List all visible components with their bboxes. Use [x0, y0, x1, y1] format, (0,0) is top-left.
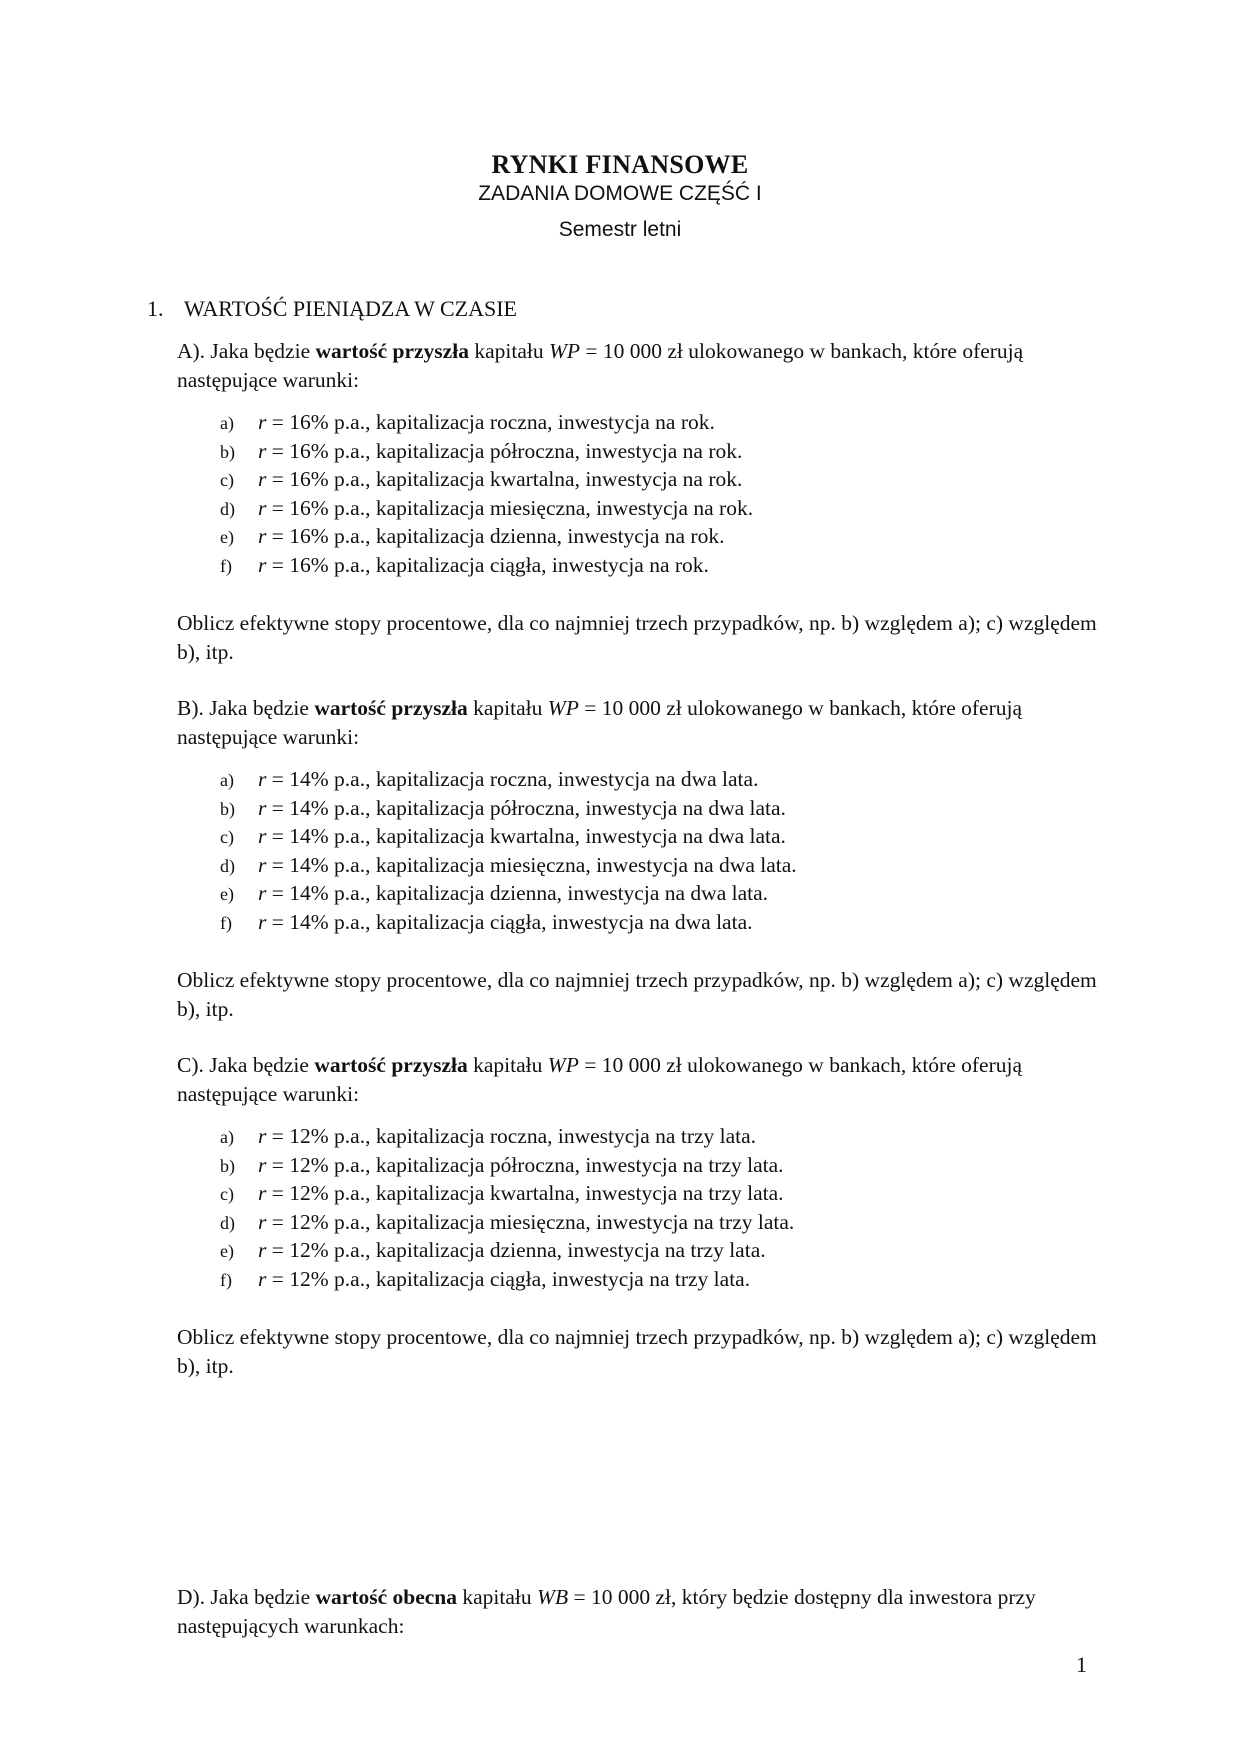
task-c-bold: wartość przyszła: [314, 1053, 468, 1077]
list-item-label: e): [220, 884, 234, 905]
list-item-text: = 16% p.a., kapitalizacja półroczna, inwestycja na rok.: [266, 438, 743, 463]
semester-label: Semestr letni: [558, 218, 682, 241]
page-number: 1: [1076, 1652, 1087, 1677]
task-c-list: [220, 1122, 794, 1294]
list-item: [220, 1179, 794, 1208]
rate-variable: r: [258, 552, 267, 577]
task-c-prefix: C). Jaka będzie: [177, 1053, 315, 1077]
list-item-label: d): [220, 855, 235, 876]
rate-variable: r: [258, 909, 267, 934]
list-item: [220, 551, 753, 580]
list-item-text: = 12% p.a., kapitalizacja miesięczna, inwestycja na trzy lata.: [266, 1209, 795, 1234]
task-b-variable: WP: [547, 696, 579, 720]
list-item: [220, 765, 797, 794]
task-a-mid: kapitału: [468, 339, 549, 363]
list-item-text: = 12% p.a., kapitalizacja kwartalna, inwestycja na trzy lata.: [266, 1181, 784, 1206]
list-item-label: e): [220, 527, 234, 548]
list-item: [220, 794, 797, 823]
task-c-rest: = 10 000 zł ulokowanego w bankach, które oferują następujące warunki:: [177, 1053, 1023, 1106]
task-a-rest: = 10 000 zł ulokowanego w bankach, które oferują następujące warunki:: [177, 339, 1024, 392]
list-item-label: a): [220, 413, 234, 433]
document-subtitle: ZADANIA DOMOWE CZĘŚĆ I: [478, 182, 762, 205]
list-item-label: f): [220, 1269, 232, 1290]
list-item-label: a): [220, 1127, 234, 1147]
list-item-label: b): [220, 798, 235, 819]
list-item-label: f): [220, 555, 232, 576]
task-c-note: Oblicz efektywne stopy procentowe, dla co najmniej trzech przypadków, np. b) względem a); c) względem b), itp.: [177, 1325, 1097, 1378]
task-a-question: [177, 337, 1097, 395]
task-b-note: Oblicz efektywne stopy procentowe, dla co najmniej trzech przypadków, np. b) względem a); c) względem b), itp.: [177, 968, 1097, 1021]
task-b-rest: = 10 000 zł ulokowanego w bankach, które oferują następujące warunki:: [177, 696, 1023, 749]
task-a-bold: wartość przyszła: [315, 339, 469, 363]
rate-variable: r: [258, 1124, 267, 1148]
list-item: [220, 1208, 794, 1237]
document-title: RYNKI FINANSOWE: [491, 150, 749, 179]
list-item: [220, 1265, 794, 1294]
list-item-label: e): [220, 1241, 234, 1262]
task-a-prefix: A). Jaka będzie: [177, 339, 316, 363]
list-item-text: = 16% p.a., kapitalizacja kwartalna, inwestycja na rok.: [266, 467, 743, 492]
list-item: [220, 879, 797, 908]
list-item-text: = 12% p.a., kapitalizacja ciągła, inwestycja na trzy lata.: [266, 1266, 751, 1291]
list-item-label: d): [220, 1212, 235, 1233]
task-c-variable: WP: [547, 1053, 579, 1077]
list-item-label: b): [220, 1155, 235, 1176]
list-item: [220, 494, 753, 523]
task-b-question: [177, 694, 1097, 752]
task-d-bold: wartość obecna: [315, 1585, 458, 1609]
list-item-text: = 16% p.a., kapitalizacja dzienna, inwestycja na rok.: [266, 524, 725, 549]
task-d-question: [177, 1583, 1097, 1641]
section-title: WARTOŚĆ PIENIĄDZA W CZASIE: [184, 296, 517, 321]
rate-variable: r: [258, 1209, 267, 1234]
list-item-text: = 14% p.a., kapitalizacja półroczna, inwestycja na dwa lata.: [266, 795, 786, 820]
list-item-text: = 16% p.a., kapitalizacja roczna, inwestycja na rok.: [266, 410, 715, 434]
list-item-label: f): [220, 912, 232, 933]
list-item-text: = 16% p.a., kapitalizacja ciągła, inwestycja na rok.: [266, 552, 709, 577]
rate-variable: r: [258, 824, 267, 849]
list-item-label: d): [220, 498, 235, 519]
task-a-list: [220, 408, 753, 580]
list-item-label: c): [220, 827, 234, 848]
list-item-text: = 12% p.a., kapitalizacja półroczna, inwestycja na trzy lata.: [266, 1152, 784, 1177]
rate-variable: r: [258, 467, 267, 492]
rate-variable: r: [258, 767, 267, 791]
task-b-prefix: B). Jaka będzie: [177, 696, 315, 720]
list-item-text: = 12% p.a., kapitalizacja dzienna, inwestycja na trzy lata.: [266, 1238, 766, 1263]
task-a-variable: WP: [548, 339, 581, 363]
task-a-note: Oblicz efektywne stopy procentowe, dla co najmniej trzech przypadków, np. b) względem a); c) względem b), itp.: [177, 611, 1097, 664]
rate-variable: r: [258, 881, 267, 906]
list-item: [220, 465, 753, 494]
list-item-text: = 16% p.a., kapitalizacja miesięczna, inwestycja na rok.: [266, 495, 754, 520]
list-item-label: c): [220, 470, 234, 491]
rate-variable: r: [258, 852, 267, 877]
list-item: [220, 851, 797, 880]
task-b-mid: kapitału: [467, 696, 548, 720]
task-c-question: [177, 1051, 1097, 1109]
list-item: [220, 1236, 794, 1265]
list-item: [220, 522, 753, 551]
rate-variable: r: [258, 495, 267, 520]
rate-variable: r: [258, 438, 267, 463]
task-d-variable: WB: [537, 1585, 569, 1609]
task-d-mid: kapitału: [457, 1585, 538, 1609]
section-number: 1.: [147, 296, 164, 321]
list-item: [220, 822, 797, 851]
rate-variable: r: [258, 524, 267, 549]
rate-variable: r: [258, 795, 267, 820]
list-item-text: = 14% p.a., kapitalizacja roczna, inwestycja na dwa lata.: [266, 767, 759, 791]
task-d-prefix: D). Jaka będzie: [177, 1585, 316, 1609]
rate-variable: r: [258, 1238, 267, 1263]
list-item-label: c): [220, 1184, 234, 1205]
list-item-text: = 14% p.a., kapitalizacja miesięczna, inwestycja na dwa lata.: [266, 852, 797, 877]
list-item: [220, 1122, 794, 1151]
task-b-list: [220, 765, 797, 937]
task-c-mid: kapitału: [467, 1053, 548, 1077]
section-heading: [147, 296, 517, 322]
task-d-rest: = 10 000 zł, który będzie dostępny dla inwestora przy następujących warunkach:: [177, 1585, 1036, 1638]
rate-variable: r: [258, 1181, 267, 1206]
list-item-text: = 14% p.a., kapitalizacja ciągła, inwestycja na dwa lata.: [266, 909, 753, 934]
list-item: [220, 1151, 794, 1180]
rate-variable: r: [258, 410, 267, 434]
list-item-text: = 14% p.a., kapitalizacja dzienna, inwestycja na dwa lata.: [266, 881, 769, 906]
list-item: [220, 908, 797, 937]
list-item-label: b): [220, 441, 235, 462]
task-b-bold: wartość przyszła: [314, 696, 468, 720]
list-item-text: = 12% p.a., kapitalizacja roczna, inwestycja na trzy lata.: [266, 1124, 757, 1148]
list-item-text: = 14% p.a., kapitalizacja kwartalna, inwestycja na dwa lata.: [266, 824, 786, 849]
list-item: [220, 437, 753, 466]
rate-variable: r: [258, 1266, 267, 1291]
list-item: [220, 408, 753, 437]
list-item-label: a): [220, 770, 234, 790]
rate-variable: r: [258, 1152, 267, 1177]
